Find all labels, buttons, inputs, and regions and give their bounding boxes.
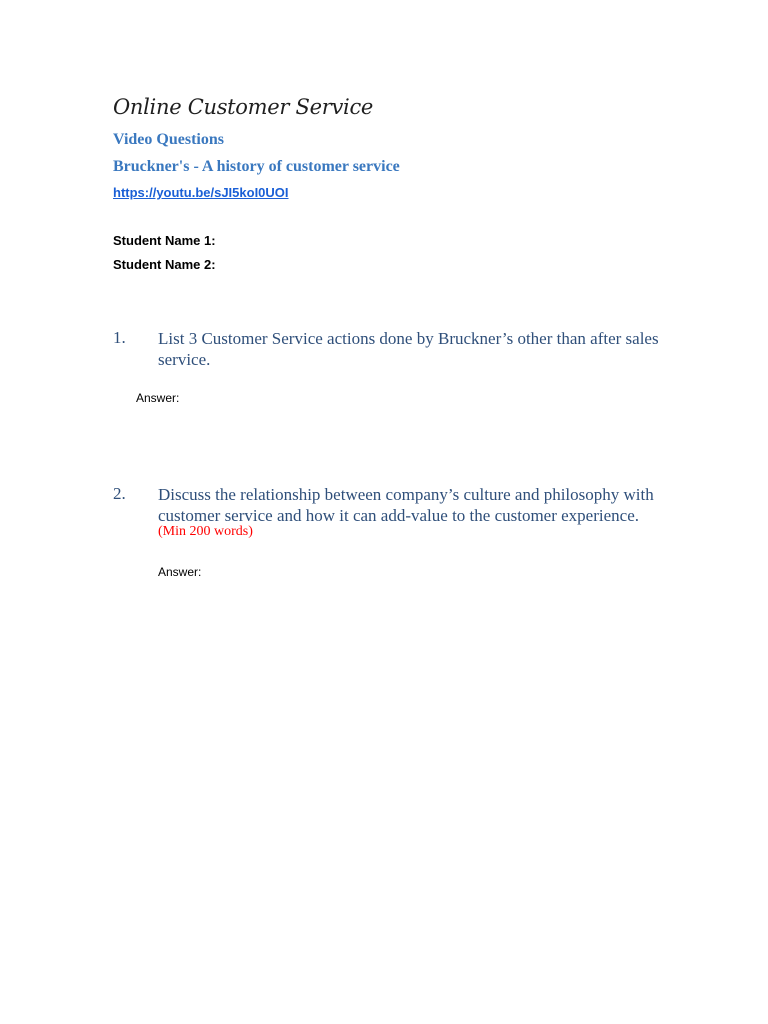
document-title: Online Customer Service xyxy=(113,95,374,119)
question-2-text: Discuss the relationship between company’s culture and philosophy with customer service and how it can add-value to the customer experience. xyxy=(158,485,654,525)
student-name-2-label: Student Name 2: xyxy=(113,257,216,272)
student-name-1-label: Student Name 1: xyxy=(113,233,216,248)
video-link[interactable]: https://youtu.be/sJI5koI0UOI xyxy=(113,185,289,200)
section-subtitle: Video Questions xyxy=(113,131,224,148)
video-title: Bruckner's - A history of customer service xyxy=(113,158,400,175)
question-2-answer-field[interactable] xyxy=(212,562,692,580)
question-1-answer-label: Answer: xyxy=(136,391,180,405)
question-2-number: 2. xyxy=(113,484,126,503)
question-1-answer-field[interactable] xyxy=(190,388,690,406)
question-2-answer-label: Answer: xyxy=(158,565,202,579)
question-1-number: 1. xyxy=(113,328,126,347)
question-2-word-limit-note: (Min 200 words) xyxy=(158,524,253,539)
question-1-text: List 3 Customer Service actions done by Bruckner’s other than after sales service. xyxy=(158,329,659,369)
